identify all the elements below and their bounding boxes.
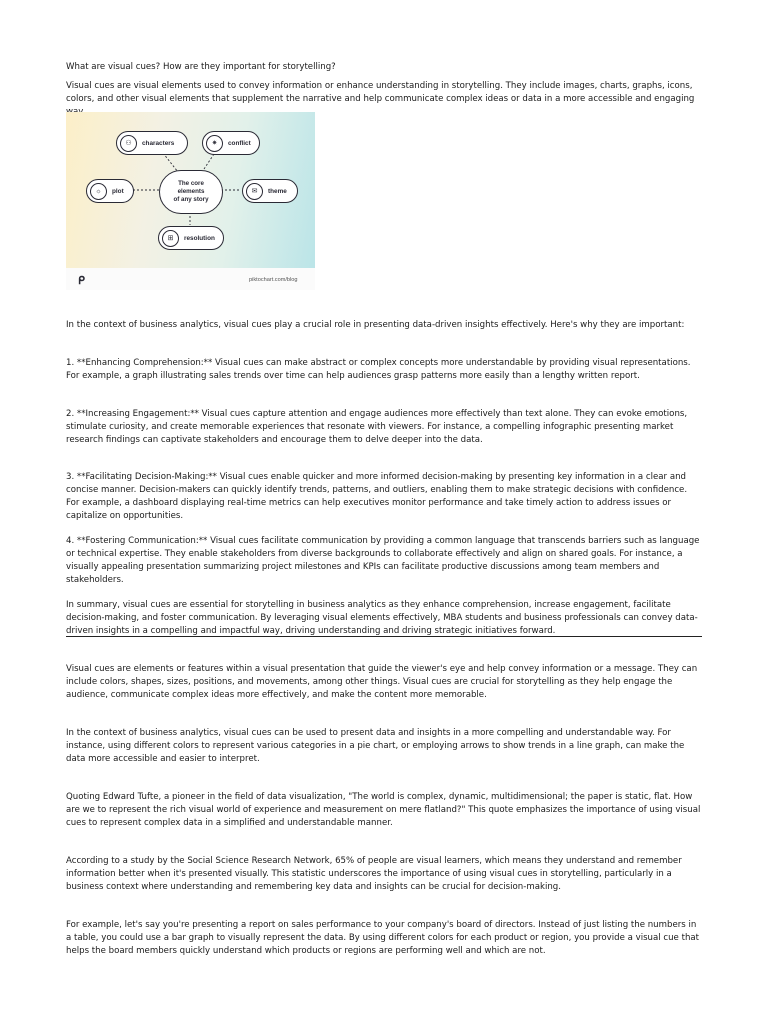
study-paragraph: According to a study by the Social Science Research Network, 65% of people are visual learners, which means they understand and remember information better when it's presented visually. This statistic underscores the importance of using visual cues in storytelling, particularly in a business context where understanding and remembering key data and insights can be crucial for decision-making.: [66, 856, 682, 892]
node-plot: [86, 179, 134, 203]
core-line-1: The core: [178, 180, 204, 187]
point-2-paragraph: 2. **Increasing Engagement:** Visual cues capture attention and engage audiences more effectively than text alone. They can evoke emotions, stimulate curiosity, and create memorable experiences that resonate with viewers. For instance, a compelling infographic presenting market research findings can captivate stakeholders and encourage them to delve deeper into the data.: [66, 409, 688, 445]
section-divider: [66, 636, 702, 637]
people-icon: ⚇: [120, 135, 137, 152]
context-paragraph: In the context of business analytics, visual cues play a crucial role in presenting data-driven insights effectively. Here's why they are important:: [66, 320, 685, 330]
core-line-2: elements: [177, 188, 205, 195]
node-resolution: [158, 226, 224, 250]
example-paragraph: For example, let's say you're presenting a report on sales performance to your company's board of directors. Instead of just listing the numbers in a table, you could use a bar graph to visually represent the data. By using different colors for each product or region, you provide a visual cue that helps the board members quickly understand which products or regions are performing well and which are not.: [66, 920, 700, 956]
intro-paragraph: Visual cues are visual elements used to convey information or enhance understanding in storytelling. They include images, charts, graphs, icons, colors, and other visual elements that supplement the narrative and help communicate complex ideas or data in a more accessible and engaging: [66, 81, 695, 104]
node-conflict: [202, 131, 260, 155]
question-heading: What are visual cues? How are they important for storytelling?: [66, 62, 336, 72]
core-line-3: of any story: [173, 196, 209, 203]
point-3-paragraph: 3. **Facilitating Decision-Making:** Visual cues enable quicker and more informed decision-making by presenting key information in a clear and concise manner. Decision-makers can quickly identify trends, patterns, and outliers, enabling them to make strategic decisions with confidence. For example, a dashboard displaying real-time metrics can help executives monitor performance and take timely action to address issues or capitalize on opportunities.: [66, 472, 688, 521]
chat-icon: ✉: [246, 183, 263, 200]
puzzle-icon: ⊞: [162, 230, 179, 247]
diagram-credit: piktochart.com/blog: [249, 277, 298, 283]
point-4-paragraph: 4. **Fostering Communication:** Visual cues facilitate communication by providing a common language that transcends barriers such as language or technical expertise. They enable stakeholders from diverse backgrounds to collaborate effectively and align on shared goals. For instance, a visually appealing presentation summarizing project milestones and KPIs can facilitate productive discussions among team members and stakeholders.: [66, 536, 700, 585]
node-conflict-label: conflict: [228, 139, 251, 147]
definition-paragraph: Visual cues are elements or features within a visual presentation that guide the viewer's eye and help convey information or a message. They can include colors, shapes, sizes, positions, and movements, among other things. Visual cues are crucial for storytelling as they help engage the audience, communicate complex ideas more effectively, and make the content more memorable.: [66, 664, 698, 700]
piktochart-logo: ᑭ: [78, 275, 85, 287]
node-characters-label: characters: [142, 139, 175, 147]
lightbulb-icon: ☼: [90, 183, 107, 200]
conflict-icon: ✷: [206, 135, 223, 152]
node-theme: [242, 179, 298, 203]
node-resolution-label: resolution: [184, 234, 215, 242]
business-context-paragraph: In the context of business analytics, visual cues can be used to present data and insights in a more compelling and understandable way. For instance, using different colors to represent various categories in a pie chart, or employing arrows to show trends in a line graph, can make the data more accessible and easier to interpret.: [66, 728, 685, 764]
summary-paragraph: In summary, visual cues are essential for storytelling in business analytics as they enhance comprehension, increase engagement, facilitate decision-making, and foster communication. By leveraging visual elements effectively, MBA students and business professionals can convey data-driven insights in a compelling and impactful way, driving understanding and driving strategic initiatives forward.: [66, 600, 698, 636]
node-theme-label: theme: [268, 187, 287, 195]
node-characters: [116, 131, 188, 155]
point-1-paragraph: 1. **Enhancing Comprehension:** Visual cues can make abstract or complex concepts more understandable by providing visual representations. For example, a graph illustrating sales trends over time can help audiences grasp patterns more easily than a lengthy written report.: [66, 358, 691, 381]
core-elements-node: [159, 170, 223, 214]
tufte-quote-paragraph: Quoting Edward Tufte, a pioneer in the field of data visualization, "The world is complex, dynamic, multidimensional; the paper is static, flat. How are we to represent the rich visual world of experience and measurement on mere flatland?" This quote emphasizes the importance of using visual cues to represent complex data in a simplified and understandable manner.: [66, 792, 701, 828]
node-plot-label: plot: [112, 187, 124, 195]
